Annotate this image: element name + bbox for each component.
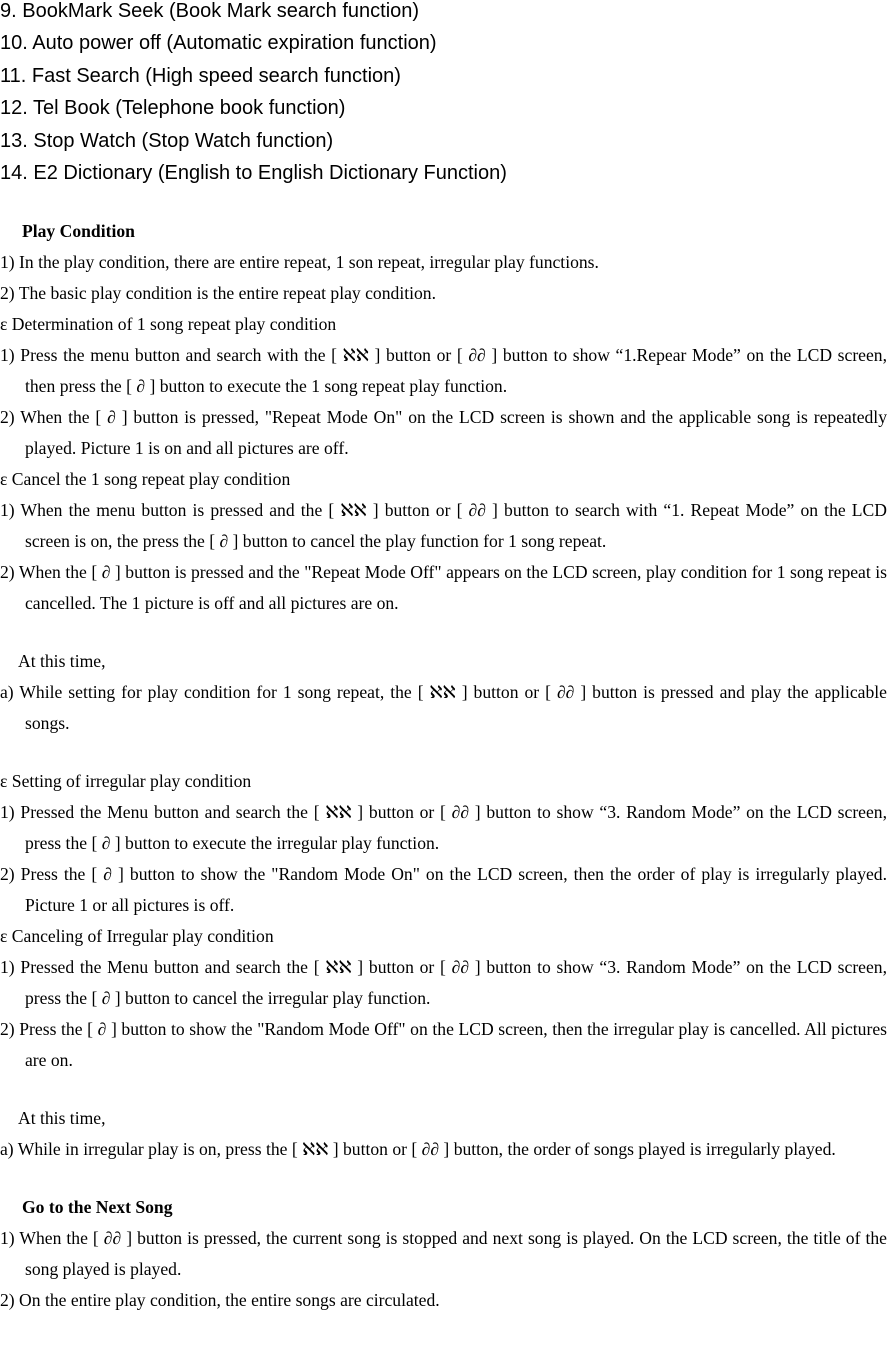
random-cancel-title: ε Canceling of Irregular play condition bbox=[0, 926, 274, 946]
repeat-cancel-step-1: 1) When the menu button is pressed and the [ ℵℵ ] button or [ ∂∂ ] button to search with “1. Repeat Mode” on the LCD screen is on, the press the [ ∂ ] button to cancel the play function for 1 song repeat. bbox=[0, 500, 887, 551]
random-set-step-2: 2) Press the [ ∂ ] button to show the "Random Mode On" on the LCD screen, then the order of play is irregularly played. Picture 1 or all pictures is off. bbox=[0, 864, 887, 915]
at-this-time-label: At this time, bbox=[18, 651, 106, 671]
spacer bbox=[0, 1165, 887, 1192]
next-song-heading: Go to the Next Song bbox=[22, 1197, 173, 1217]
play-condition-item-2: 2) The basic play condition is the entire repeat play condition. bbox=[0, 283, 436, 303]
function-item: 14. E2 Dictionary (English to English Dictionary Function) bbox=[0, 161, 507, 184]
next-song-item-1: 1) When the [ ∂∂ ] button is pressed, the current song is stopped and next song is played. On the LCD screen, the title of the song played is played. bbox=[0, 1228, 887, 1279]
spacer bbox=[0, 619, 887, 646]
spacer bbox=[0, 739, 887, 766]
random-cancel-step-1: 1) Pressed the Menu button and search the [ ℵℵ ] button or [ ∂∂ ] button to show “3. Random Mode” on the LCD screen, press the [ ∂ ] button to cancel the irregular play function. bbox=[0, 957, 887, 1008]
repeat-set-title: ε Determination of 1 song repeat play condition bbox=[0, 314, 337, 334]
function-item: 13. Stop Watch (Stop Watch function) bbox=[0, 129, 334, 152]
repeat-cancel-title: ε Cancel the 1 song repeat play condition bbox=[0, 469, 291, 489]
play-condition-item-1: 1) In the play condition, there are entire repeat, 1 son repeat, irregular play functions. bbox=[0, 252, 599, 272]
body-text bbox=[0, 216, 887, 1316]
function-item: 12. Tel Book (Telephone book function) bbox=[0, 97, 346, 120]
repeat-note-a: a) While setting for play condition for 1 song repeat, the [ ℵℵ ] button or [ ∂∂ ] button is pressed and play the applicable songs. bbox=[0, 682, 887, 733]
repeat-set-step-2: 2) When the [ ∂ ] button is pressed, "Repeat Mode On" on the LCD screen is shown and the applicable song is repeatedly played. Picture 1 is on and all pictures are off. bbox=[0, 407, 887, 458]
function-item: 9. BookMark Seek (Book Mark search function) bbox=[0, 0, 420, 22]
function-item: 11. Fast Search (High speed search function) bbox=[0, 64, 401, 87]
random-cancel-step-2: 2) Press the [ ∂ ] button to show the "Random Mode Off" on the LCD screen, then the irregular play is cancelled. All pictures are on. bbox=[0, 1019, 887, 1070]
at-this-time-label: At this time, bbox=[18, 1108, 106, 1128]
random-set-title: ε Setting of irregular play condition bbox=[0, 771, 252, 791]
repeat-cancel-step-2: 2) When the [ ∂ ] button is pressed and the "Repeat Mode Off" appears on the LCD screen, play condition for 1 song repeat is cancelled. The 1 picture is off and all pictures are on. bbox=[0, 562, 887, 613]
function-item: 10. Auto power off (Automatic expiration function) bbox=[0, 32, 437, 55]
next-song-item-2: 2) On the entire play condition, the entire songs are circulated. bbox=[0, 1290, 440, 1310]
random-set-step-1: 1) Pressed the Menu button and search the [ ℵℵ ] button or [ ∂∂ ] button to show “3. Random Mode” on the LCD screen, press the [ ∂ ] button to execute the irregular play function. bbox=[0, 802, 887, 853]
spacer bbox=[0, 1076, 887, 1103]
function-list bbox=[0, 0, 507, 194]
random-note-a: a) While in irregular play is on, press the [ ℵℵ ] button or [ ∂∂ ] button, the order of songs played is irregularly played. bbox=[0, 1139, 836, 1159]
repeat-set-step-1: 1) Press the menu button and search with the [ ℵℵ ] button or [ ∂∂ ] button to show “1.Repear Mode” on the LCD screen, then press the [ ∂ ] button to execute the 1 song repeat play function. bbox=[0, 345, 887, 396]
play-condition-heading: Play Condition bbox=[22, 221, 135, 241]
